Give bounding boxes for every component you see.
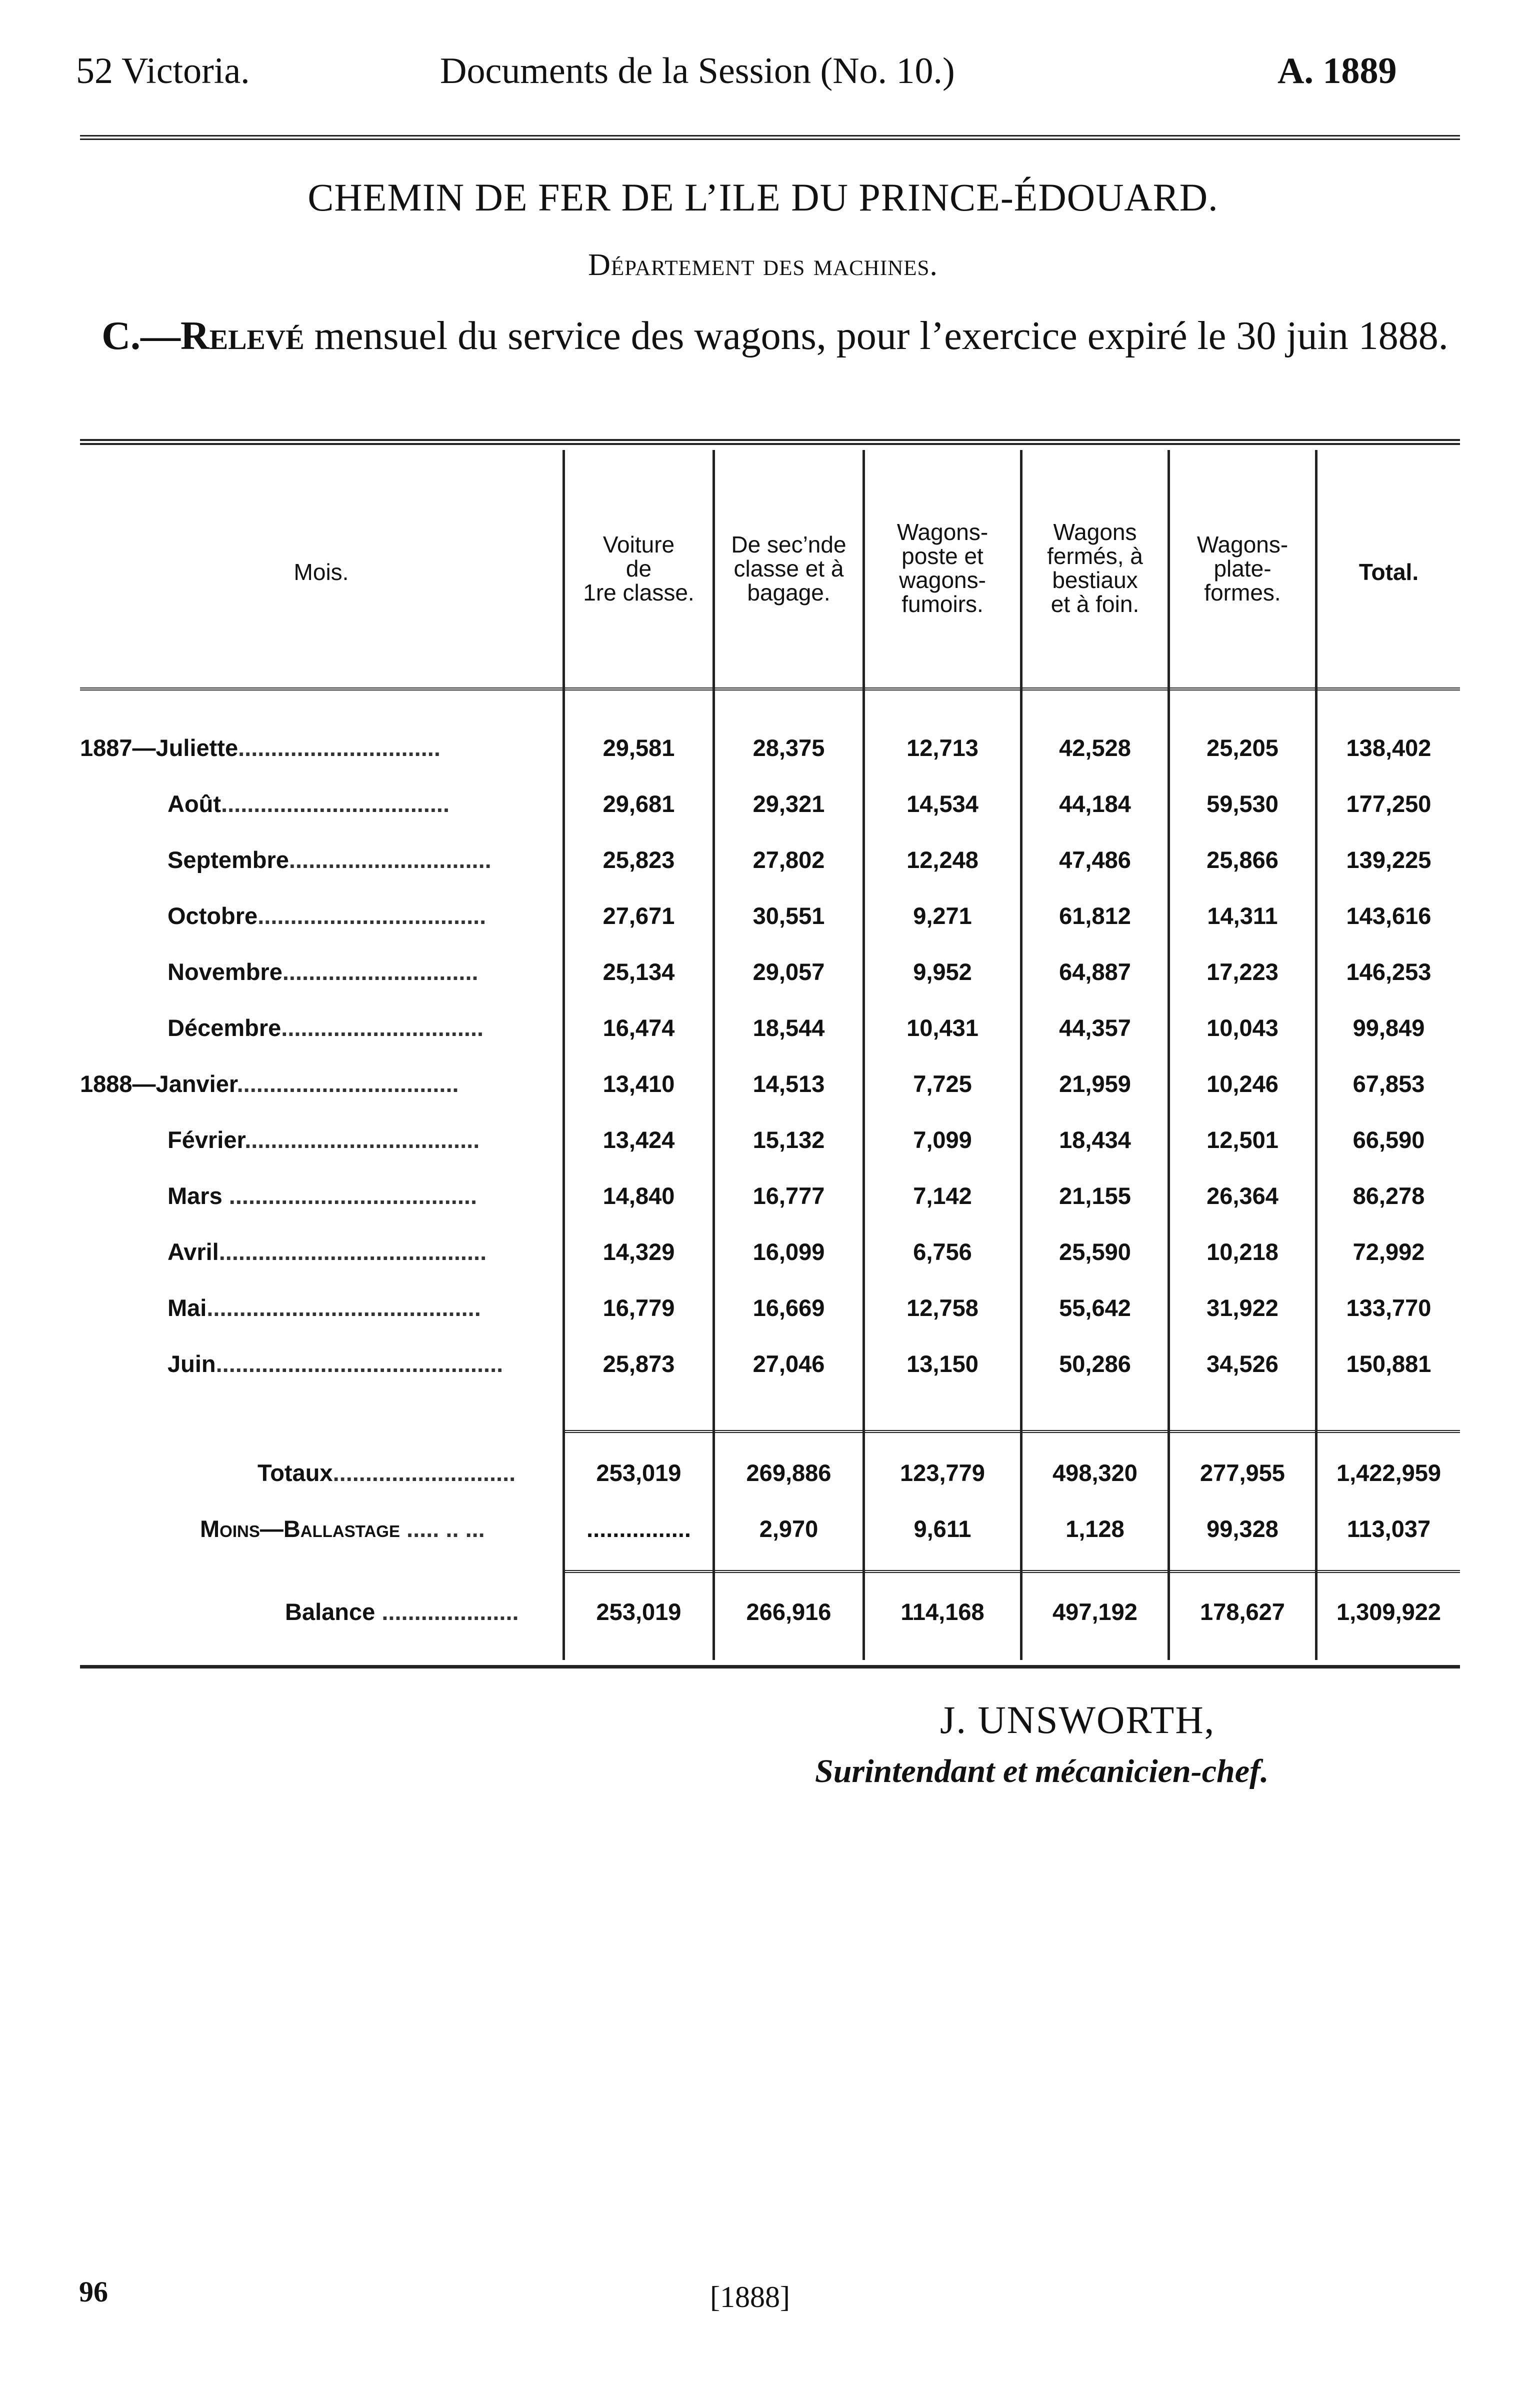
header-bottom-rule [80,688,1460,692]
cell-box-cattle: 42,528 [1059,734,1131,761]
leader-dots: .................................... [244,1126,480,1153]
cell-flat-cars: 26,364 [1206,1182,1278,1209]
signature-name: J. UNSWORTH, [940,1698,1216,1742]
header-flat-cars: Wagons- plate- formes. [1196,532,1288,606]
table-row [80,1280,1460,1336]
cell-mail-smoking: 9,611 [914,1516,972,1542]
cell-mail-smoking: 12,248 [906,846,978,873]
running-head-right: A. 1889 [1278,50,1397,92]
cell-first-class: 13,424 [602,1126,675,1153]
cell-total: 177,250 [1346,790,1432,817]
wagon-service-table [80,450,1460,1660]
table-caption [95,310,1455,362]
cell-first-class: 25,823 [602,846,675,873]
table-row [80,1056,1460,1112]
table-row [80,832,1460,888]
row-label: Mars [168,1182,222,1209]
cell-second-class: 27,046 [752,1350,825,1377]
cell-flat-cars: 17,223 [1206,958,1278,985]
leader-dots: ..................... [375,1598,519,1625]
cell-total: 139,225 [1346,846,1432,873]
cell-mail-smoking: 12,713 [906,734,978,761]
cell-first-class: 253,019 [596,1460,682,1486]
cell-flat-cars: 10,246 [1206,1070,1278,1097]
cell-first-class: 29,681 [602,790,675,817]
header-month: Mois. [294,559,349,585]
cell-flat-cars: 10,043 [1206,1014,1278,1041]
table-row [80,1224,1460,1280]
cell-first-class: 253,019 [596,1598,682,1625]
table-row [80,720,1460,776]
row-label: Juin [168,1350,216,1377]
leader-dots: ............................... [238,734,440,761]
cell-box-cattle: 44,184 [1059,790,1131,817]
cell-second-class: 28,375 [752,734,825,761]
leader-dots: ............................... [288,846,492,873]
cell-flat-cars: 99,328 [1206,1516,1278,1542]
header-rule [80,135,1460,144]
cell-second-class: 29,057 [752,958,825,985]
cell-mail-smoking: 9,952 [913,958,972,985]
totals-row [80,1445,1460,1501]
leader-dots: ..... .. ... [400,1516,485,1542]
cell-second-class: 15,132 [752,1126,825,1153]
cell-flat-cars: 31,922 [1206,1294,1278,1321]
header-total: Total. [1358,559,1419,585]
department-heading: Département des machines. [588,248,938,282]
totals-rule [565,1430,1460,1435]
cell-first-class: 27,671 [602,902,675,929]
cell-first-class: 25,873 [602,1350,675,1377]
cell-box-cattle: 21,959 [1059,1070,1131,1097]
cell-first-class: 25,134 [602,958,675,985]
cell-second-class: 16,777 [752,1182,825,1209]
cell-second-class: 269,886 [746,1460,832,1486]
cell-total: 99,849 [1352,1014,1425,1041]
row-label: Totaux [258,1460,333,1486]
row-label: Octobre [168,902,258,929]
row-label: Moins—Ballastage [200,1516,400,1542]
cell-box-cattle: 64,887 [1059,958,1131,985]
less-row [80,1501,1460,1557]
cell-flat-cars: 25,866 [1206,846,1278,873]
footer-year: [1888] [710,2280,790,2314]
cell-mail-smoking: 9,271 [913,902,972,929]
cell-box-cattle: 61,812 [1059,902,1131,929]
cell-box-cattle: 1,128 [1066,1516,1124,1542]
cell-total: 150,881 [1346,1350,1432,1377]
cell-mail-smoking: 7,142 [913,1182,972,1209]
page-number: 96 [79,2276,108,2308]
row-label: Avril [168,1238,219,1265]
balance-rule [565,1570,1460,1575]
cell-second-class: 16,669 [752,1294,825,1321]
cell-total: 66,590 [1352,1126,1425,1153]
leader-dots: ................................... [221,790,450,817]
cell-second-class: 2,970 [759,1516,818,1542]
row-label: 1888—Janvier [80,1070,237,1097]
cell-flat-cars: 14,311 [1207,902,1278,929]
leader-dots: ......................................... [218,1238,487,1265]
cell-flat-cars: 34,526 [1206,1350,1278,1377]
cell-mail-smoking: 6,756 [913,1238,972,1265]
row-label: Septembre [168,846,289,873]
cell-mail-smoking: 14,534 [906,790,978,817]
cell-mail-smoking: 13,150 [906,1350,978,1377]
cell-total: 1,422,959 [1336,1460,1442,1486]
table-row [80,888,1460,944]
leader-dots: ............................ [332,1460,516,1486]
table-row [80,1336,1460,1392]
table-row [80,1112,1460,1168]
table-top-rule [80,439,1460,450]
cell-first-class: 13,410 [602,1070,675,1097]
header-first-class: Voiture de 1re classe. [583,532,694,606]
cell-box-cattle: 25,590 [1059,1238,1131,1265]
table-row [80,776,1460,832]
table-row [80,1000,1460,1056]
leader-dots: ............................................ [216,1350,504,1377]
cell-flat-cars: 178,627 [1200,1598,1285,1625]
cell-total: 146,253 [1346,958,1432,985]
cell-box-cattle: 18,434 [1059,1126,1131,1153]
header-mail-smoking: Wagons- poste et wagons- fumoirs. [896,519,988,617]
cell-flat-cars: 25,205 [1206,734,1278,761]
row-label: Mai [168,1294,207,1321]
cell-flat-cars: 10,218 [1206,1238,1278,1265]
row-label: Décembre [168,1014,282,1041]
cell-box-cattle: 498,320 [1052,1460,1138,1486]
cell-second-class: 29,321 [752,790,825,817]
cell-second-class: 27,802 [752,846,825,873]
cell-total: 72,992 [1352,1238,1425,1265]
cell-box-cattle: 497,192 [1052,1598,1138,1625]
leader-dots: .................................. [236,1070,459,1097]
cell-total: 113,037 [1346,1516,1431,1542]
cell-mail-smoking: 12,758 [906,1294,978,1321]
cell-flat-cars: 12,501 [1206,1126,1278,1153]
cell-box-cattle: 21,155 [1059,1182,1131,1209]
cell-second-class: 14,513 [752,1070,825,1097]
document-title: CHEMIN DE FER DE L’ILE DU PRINCE-ÉDOUARD. [308,176,1218,219]
cell-total: 138,402 [1346,734,1432,761]
caption-text: mensuel du service des wagons, pour l’exercice expiré le 30 juin 1888. [304,314,1448,358]
cell-box-cattle: 44,357 [1059,1014,1131,1041]
cell-first-class: 29,581 [602,734,675,761]
running-head-left: 52 Victoria. [76,50,250,92]
leader-dots: ............................... [281,1014,484,1041]
cell-second-class: 18,544 [752,1014,825,1041]
cell-total: 143,616 [1346,902,1432,929]
cell-mail-smoking: 114,168 [900,1598,984,1625]
cell-box-cattle: 55,642 [1059,1294,1131,1321]
row-label: Novembre [168,958,282,985]
table-row [80,1168,1460,1224]
header-box-cattle: Wagons fermés, à bestiaux et à foin. [1047,519,1143,617]
cell-total: 86,278 [1352,1182,1425,1209]
cell-mail-smoking: 123,779 [900,1460,985,1486]
cell-total: 1,309,922 [1336,1598,1442,1625]
cell-second-class: 16,099 [752,1238,825,1265]
caption-lead: C.—Relevé [102,314,304,358]
cell-total: 133,770 [1346,1294,1432,1321]
row-label: 1887—Juliette [80,734,238,761]
cell-first-class: 16,779 [602,1294,675,1321]
row-label: Août [168,790,222,817]
cell-total: 67,853 [1352,1070,1425,1097]
leader-dots: ................................... [258,902,486,929]
table-row [80,944,1460,1000]
cell-second-class: 266,916 [746,1598,832,1625]
header-second-class: De sec’nde classe et à bagage. [731,532,846,606]
running-head-center: Documents de la Session (No. 10.) [440,50,955,92]
cell-box-cattle: 50,286 [1059,1350,1131,1377]
row-label: Balance [285,1598,376,1625]
cell-mail-smoking: 7,725 [913,1070,972,1097]
cell-first-class: ................ [586,1516,691,1542]
cell-flat-cars: 59,530 [1206,790,1278,817]
cell-first-class: 14,329 [602,1238,675,1265]
cell-second-class: 30,551 [752,902,825,929]
signature-title: Surintendant et mécanicien-chef. [815,1753,1269,1790]
cell-flat-cars: 277,955 [1200,1460,1285,1486]
leader-dots: .......................................... [206,1294,481,1321]
cell-box-cattle: 47,486 [1059,846,1131,873]
balance-row [80,1584,1460,1640]
leader-dots: ...................................... [222,1182,478,1209]
cell-first-class: 14,840 [602,1182,675,1209]
cell-mail-smoking: 7,099 [913,1126,972,1153]
table-bottom-rule [80,1665,1460,1668]
row-label: Février [168,1126,245,1153]
leader-dots: .............................. [282,958,478,985]
cell-first-class: 16,474 [602,1014,675,1041]
cell-mail-smoking: 10,431 [906,1014,978,1041]
